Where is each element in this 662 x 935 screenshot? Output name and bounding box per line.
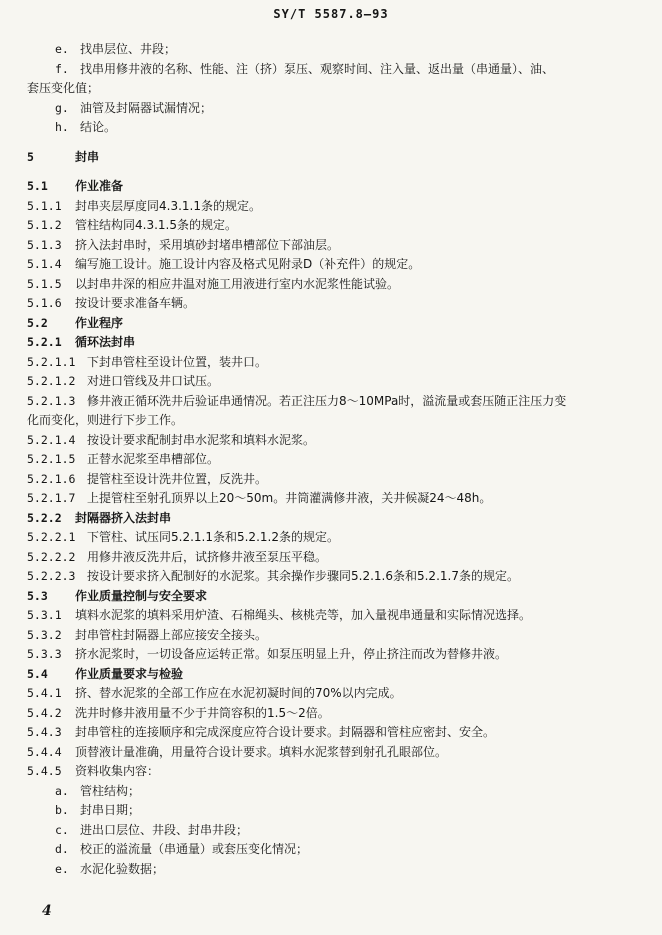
- text-line: [0, 255, 662, 275]
- text-line: [0, 762, 662, 782]
- clause-number: 5.1.3: [27, 237, 62, 252]
- text-line: [0, 411, 662, 431]
- standard-code-header: SY/T 5587.8—93: [273, 7, 389, 21]
- text-line: [0, 840, 662, 860]
- clause-number: 5.4.4: [27, 744, 62, 759]
- text-line: [0, 782, 662, 802]
- clause-text: 顶替液计量准确，用量符合设计要求。填料水泥浆替到射孔孔眼部位。: [75, 744, 448, 759]
- text-line: [0, 665, 662, 685]
- clause-number: 5.2.1.1: [27, 354, 76, 369]
- clause-number: 5.2.1: [27, 335, 62, 349]
- clause-text: 找串用修井液的名称、性能、注（挤）泵压、观察时间、注入量、返出量（串通量）、油、: [80, 61, 555, 76]
- clause-number: 5.2.2: [27, 510, 62, 525]
- text-line: [0, 801, 662, 821]
- text-line: [0, 489, 662, 509]
- paragraph-gap: [0, 138, 662, 148]
- text-line: [0, 79, 662, 99]
- text-line: [0, 548, 662, 568]
- text-line: [0, 314, 662, 334]
- clause-number: 5.3.1: [27, 608, 62, 622]
- text-line: [0, 148, 662, 168]
- clause-number: 5.3.2: [27, 627, 62, 642]
- text-line: [0, 99, 662, 119]
- clause-number: 5: [27, 149, 34, 164]
- clause-number: 5.1.2: [27, 218, 62, 232]
- clause-text: 作业准备: [75, 179, 124, 193]
- paragraph-gap: [0, 167, 662, 177]
- clause-text: 套压变化值；: [27, 81, 100, 95]
- text-line: [0, 60, 662, 80]
- clause-text: 资料收集内容：: [75, 764, 160, 778]
- clause-text: 下封串管柱至设计位置，装井口。: [87, 354, 268, 369]
- clause-text: 挤、替水泥浆的全部工作应在水泥初凝时间的70%以内完成。: [75, 686, 402, 700]
- clause-text: 结论。: [80, 120, 117, 134]
- clause-number: 5.2.1.3: [27, 393, 76, 408]
- text-line: [0, 392, 662, 412]
- clause-number: c.: [55, 822, 69, 837]
- clause-text: 校正的溢流量（串通量）或套压变化情况；: [80, 842, 309, 856]
- clause-text: 以封串井深的相应井温对施工用液进行室内水泥浆性能试验。: [75, 276, 400, 291]
- clause-text: 作业质量控制与安全要求: [75, 588, 208, 603]
- text-line: [0, 197, 662, 217]
- clause-number: 5.4.3: [27, 725, 62, 739]
- clause-number: 5.3: [27, 588, 48, 603]
- text-line: [0, 723, 662, 743]
- clause-number: 5.4.1: [27, 686, 62, 700]
- clause-text: 按设计要求配制封串水泥浆和填料水泥浆。: [87, 432, 316, 447]
- clause-number: 5.2.2.1: [27, 530, 76, 544]
- clause-number: 5.1.4: [27, 257, 62, 271]
- clause-number: 5.2.1.6: [27, 471, 76, 486]
- text-line: [0, 333, 662, 353]
- clause-number: 5.2.2.2: [27, 549, 76, 564]
- clause-number: 5.2.1.4: [27, 432, 76, 447]
- clause-text: 填料水泥浆的填料采用炉渣、石棉绳头、核桃壳等，加入量视串通量和实际情况选择。: [75, 608, 532, 622]
- clause-text: 作业程序: [75, 315, 124, 330]
- clause-text: 洗井时修井液用量不少于井筒容积的1.5～2倍。: [75, 705, 330, 720]
- clause-number: f.: [55, 61, 69, 76]
- clause-text: 油管及封隔器试漏情况；: [80, 100, 213, 115]
- text-line: [0, 860, 662, 880]
- clause-number: a.: [55, 783, 69, 798]
- clause-number: 5.4: [27, 666, 48, 681]
- text-line: [0, 216, 662, 236]
- text-line: [0, 743, 662, 763]
- text-line: [0, 626, 662, 646]
- text-line: [0, 450, 662, 470]
- clause-text: 管柱结构同4.3.1.5条的规定。: [75, 218, 237, 232]
- clause-number: d.: [55, 842, 69, 856]
- text-line: [0, 606, 662, 626]
- text-line: [0, 40, 662, 60]
- document-body: [0, 40, 662, 879]
- text-line: [0, 821, 662, 841]
- clause-text: 对进口管线及井口试压。: [87, 374, 220, 388]
- clause-text: 找串层位、井段；: [80, 42, 177, 56]
- text-line: [0, 118, 662, 138]
- clause-text: 上提管柱至射孔顶界以上20～50m。井筒灌满修井液，关井候凝24～48h。: [87, 491, 492, 505]
- clause-number: 5.3.3: [27, 647, 62, 661]
- clause-number: 5.2.1.5: [27, 452, 76, 466]
- clause-text: 作业质量要求与检验: [75, 666, 184, 681]
- clause-text: 水泥化验数据；: [80, 861, 165, 876]
- clause-number: 5.2.1.2: [27, 374, 76, 388]
- clause-text: 修井液正循环洗井后验证串通情况。若正注压力8～10MPa时，溢流量或套压随正注压力变: [87, 393, 567, 408]
- clause-number: 5.2: [27, 315, 48, 330]
- clause-number: b.: [55, 803, 69, 817]
- clause-number: 5.1: [27, 179, 48, 193]
- text-line: [0, 567, 662, 587]
- clause-text: 封串: [75, 149, 100, 164]
- clause-number: 5.4.2: [27, 705, 62, 720]
- clause-number: 5.2.2.3: [27, 569, 76, 583]
- clause-text: 进出口层位、井段、封串井段；: [80, 822, 249, 837]
- text-line: [0, 236, 662, 256]
- clause-number: g.: [55, 100, 69, 115]
- clause-text: 封串夹层厚度同4.3.1.1条的规定。: [75, 198, 261, 213]
- clause-text: 封串管柱的连接顺序和完成深度应符合设计要求。封隔器和管柱应密封、安全。: [75, 725, 496, 739]
- clause-text: 按设计要求准备车辆。: [75, 296, 196, 310]
- text-line: [0, 684, 662, 704]
- clause-text: 封串日期；: [80, 803, 141, 817]
- clause-number: 5.1.1: [27, 198, 62, 213]
- text-line: [0, 431, 662, 451]
- clause-number: 5.4.5: [27, 764, 62, 778]
- text-line: [0, 587, 662, 607]
- clause-number: 5.1.6: [27, 296, 62, 310]
- text-line: [0, 470, 662, 490]
- clause-text: 按设计要求挤入配制好的水泥浆。其余操作步骤同5.2.1.6条和5.2.1.7条的规定。: [87, 569, 519, 583]
- clause-text: 循环法封串: [75, 335, 136, 349]
- text-line: [0, 704, 662, 724]
- clause-number: e.: [55, 42, 69, 56]
- text-line: [0, 372, 662, 392]
- clause-text: 挤水泥浆时，一切设备应运转正常。如泵压明显上升，停止挤注而改为替修井液。: [75, 647, 508, 661]
- clause-text: 下管柱、试压同5.2.1.1条和5.2.1.2条的规定。: [87, 530, 339, 544]
- text-line: [0, 645, 662, 665]
- clause-text: 正替水泥浆至串槽部位。: [87, 452, 220, 466]
- clause-text: 化而变化，则进行下步工作。: [27, 413, 184, 427]
- clause-text: 提管柱至设计洗井位置，反洗井。: [87, 471, 268, 486]
- clause-number: 5.2.1.7: [27, 491, 76, 505]
- text-line: [0, 177, 662, 197]
- clause-text: 封串管柱封隔器上部应接安全接头。: [75, 627, 268, 642]
- clause-text: 封隔器挤入法封串: [75, 510, 172, 525]
- clause-number: h.: [55, 120, 69, 134]
- text-line: [0, 509, 662, 529]
- clause-text: 管柱结构；: [80, 783, 141, 798]
- clause-text: 挤入法封串时，采用填砂封堵串槽部位下部油层。: [75, 237, 340, 252]
- clause-number: 5.1.5: [27, 276, 62, 291]
- text-line: [0, 353, 662, 373]
- clause-number: e.: [55, 861, 69, 876]
- clause-text: 用修井液反洗井后，试挤修井液至泵压平稳。: [87, 549, 328, 564]
- text-line: [0, 275, 662, 295]
- clause-text: 编写施工设计。施工设计内容及格式见附录D（补充件）的规定。: [75, 257, 421, 271]
- text-line: [0, 528, 662, 548]
- page-number: 4: [42, 903, 52, 919]
- text-line: [0, 294, 662, 314]
